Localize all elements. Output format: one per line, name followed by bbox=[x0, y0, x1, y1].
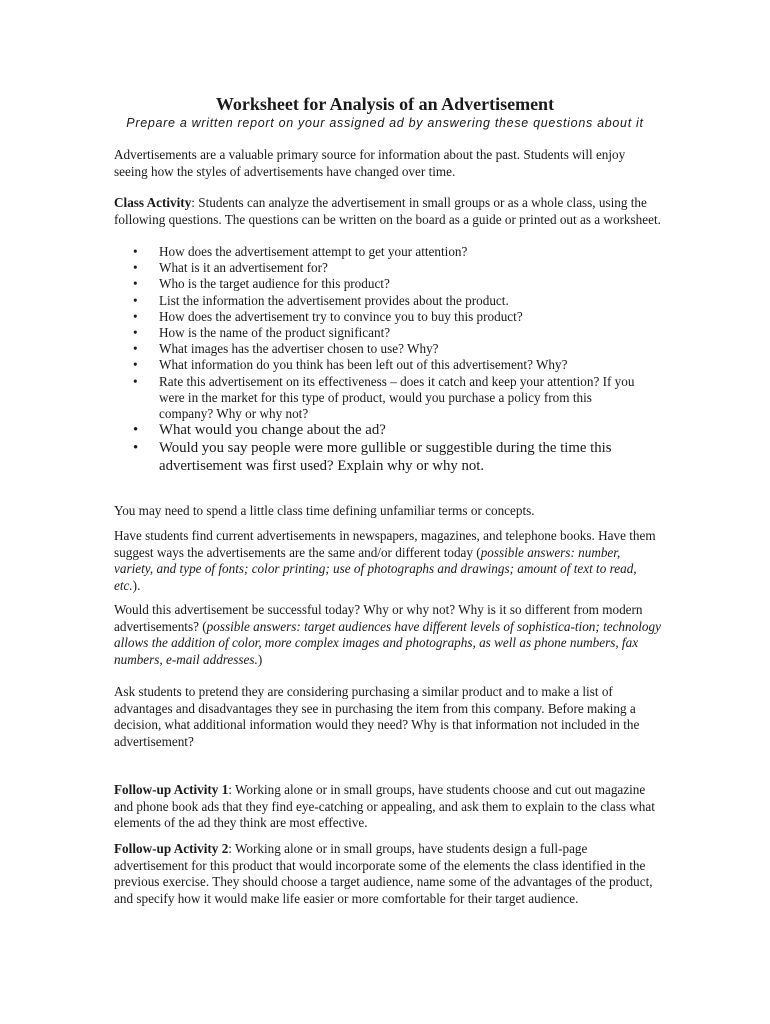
class-activity-paragraph bbox=[114, 195, 662, 228]
page-title: Worksheet for Analysis of an Advertisement bbox=[215, 94, 555, 114]
unfamiliar-terms-text: You may need to spend a little class time defining unfamiliar terms or concepts. bbox=[114, 503, 535, 518]
current-ads-end: ). bbox=[132, 577, 141, 593]
list-item: • Would you say people were more gullible or suggestible during the time this advertisement was first used? Explain why or why not. bbox=[114, 440, 644, 476]
followup1-text: : Working alone or in small groups, have students choose and cut out magazine and phone book ads that they find eye-catching or appealing, and ask them to explain to the class what elements of the ad they think are most effective. bbox=[114, 782, 655, 831]
followup2-label: Follow-up Activity 2 bbox=[114, 841, 229, 856]
list-item: • How does the advertisement attempt to get your attention? bbox=[114, 244, 644, 260]
current-ads-italic: possible answers: number, variety, and type of fonts; color printing; use of photographs and drawings; amount of text to read, etc. bbox=[114, 544, 637, 593]
intro-text: Advertisements are a valuable primary source for information about the past. Students will enjoy seeing how the styles of advertisements have changed over time. bbox=[114, 147, 626, 179]
intro-paragraph bbox=[114, 147, 662, 180]
list-item: • What is it an advertisement for? bbox=[114, 260, 644, 276]
list-item: • How does the advertisement try to convince you to buy this product? bbox=[114, 309, 644, 325]
current-ads-text: Have students find current advertisements in newspapers, magazines, and telephone books. Have them suggest ways the advertisements are the same and/or different today ( bbox=[114, 528, 656, 560]
list-item: • Rate this advertisement on its effectiveness – does it catch and keep your attention? If you were in the market for this type of product, would you purchase a policy from this company? Why or why not? bbox=[114, 374, 644, 423]
question-list bbox=[114, 244, 644, 476]
pretend-purchase-text: Ask students to pretend they are considering purchasing a similar product and to make a list of advantages and disadvantages they see in purchasing the item from this company. Before making a decision, what additional information would they need? Why is that information not included in the advertisement? bbox=[114, 684, 640, 749]
followup2-paragraph bbox=[114, 841, 662, 907]
success-today-end: ) bbox=[257, 651, 263, 667]
list-item: • How is the name of the product significant? bbox=[114, 325, 644, 341]
class-activity-text: : Students can analyze the advertisement in small groups or as a whole class, using the following questions. The questions can be written on the board as a guide or printed out as a worksheet. bbox=[114, 195, 661, 227]
list-item: • What images has the advertiser chosen to use? Why? bbox=[114, 341, 644, 357]
followup1-label: Follow-up Activity 1 bbox=[114, 782, 229, 797]
current-ads-paragraph bbox=[114, 528, 662, 594]
followup2-text: : Working alone or in small groups, have students design a full-page advertisement for this product that would incorporate some of the elements the class identified in the previous exercise. They should choose a target audience, name some of the advantages of the product, and specify how it would make life easier or more comfortable for their target audience. bbox=[114, 841, 653, 906]
success-today-paragraph bbox=[114, 602, 662, 668]
success-today-italic: possible answers: target audiences have different levels of sophistica-tion; technology allows the addition of color, more complex images and photographs, as well as phone numbers, fax numbers, e-mail addresses. bbox=[114, 618, 661, 667]
followup1-paragraph bbox=[114, 782, 662, 832]
list-item: • Who is the target audience for this product? bbox=[114, 276, 644, 292]
success-today-text: Would this advertisement be successful today? Why or why not? Why is it so different from modern advertisements? ( bbox=[114, 602, 643, 634]
pretend-purchase-paragraph bbox=[114, 684, 662, 750]
list-item: • What would you change about the ad? bbox=[114, 422, 644, 440]
list-item: • What information do you think has been left out of this advertisement? Why? bbox=[114, 357, 644, 373]
list-item: • List the information the advertisement provides about the product. bbox=[114, 293, 644, 309]
class-activity-label: Class Activity bbox=[114, 195, 192, 210]
unfamiliar-terms-paragraph bbox=[114, 503, 662, 520]
page-subtitle: Prepare a written report on your assigned ad by answering these questions about it bbox=[126, 116, 644, 130]
